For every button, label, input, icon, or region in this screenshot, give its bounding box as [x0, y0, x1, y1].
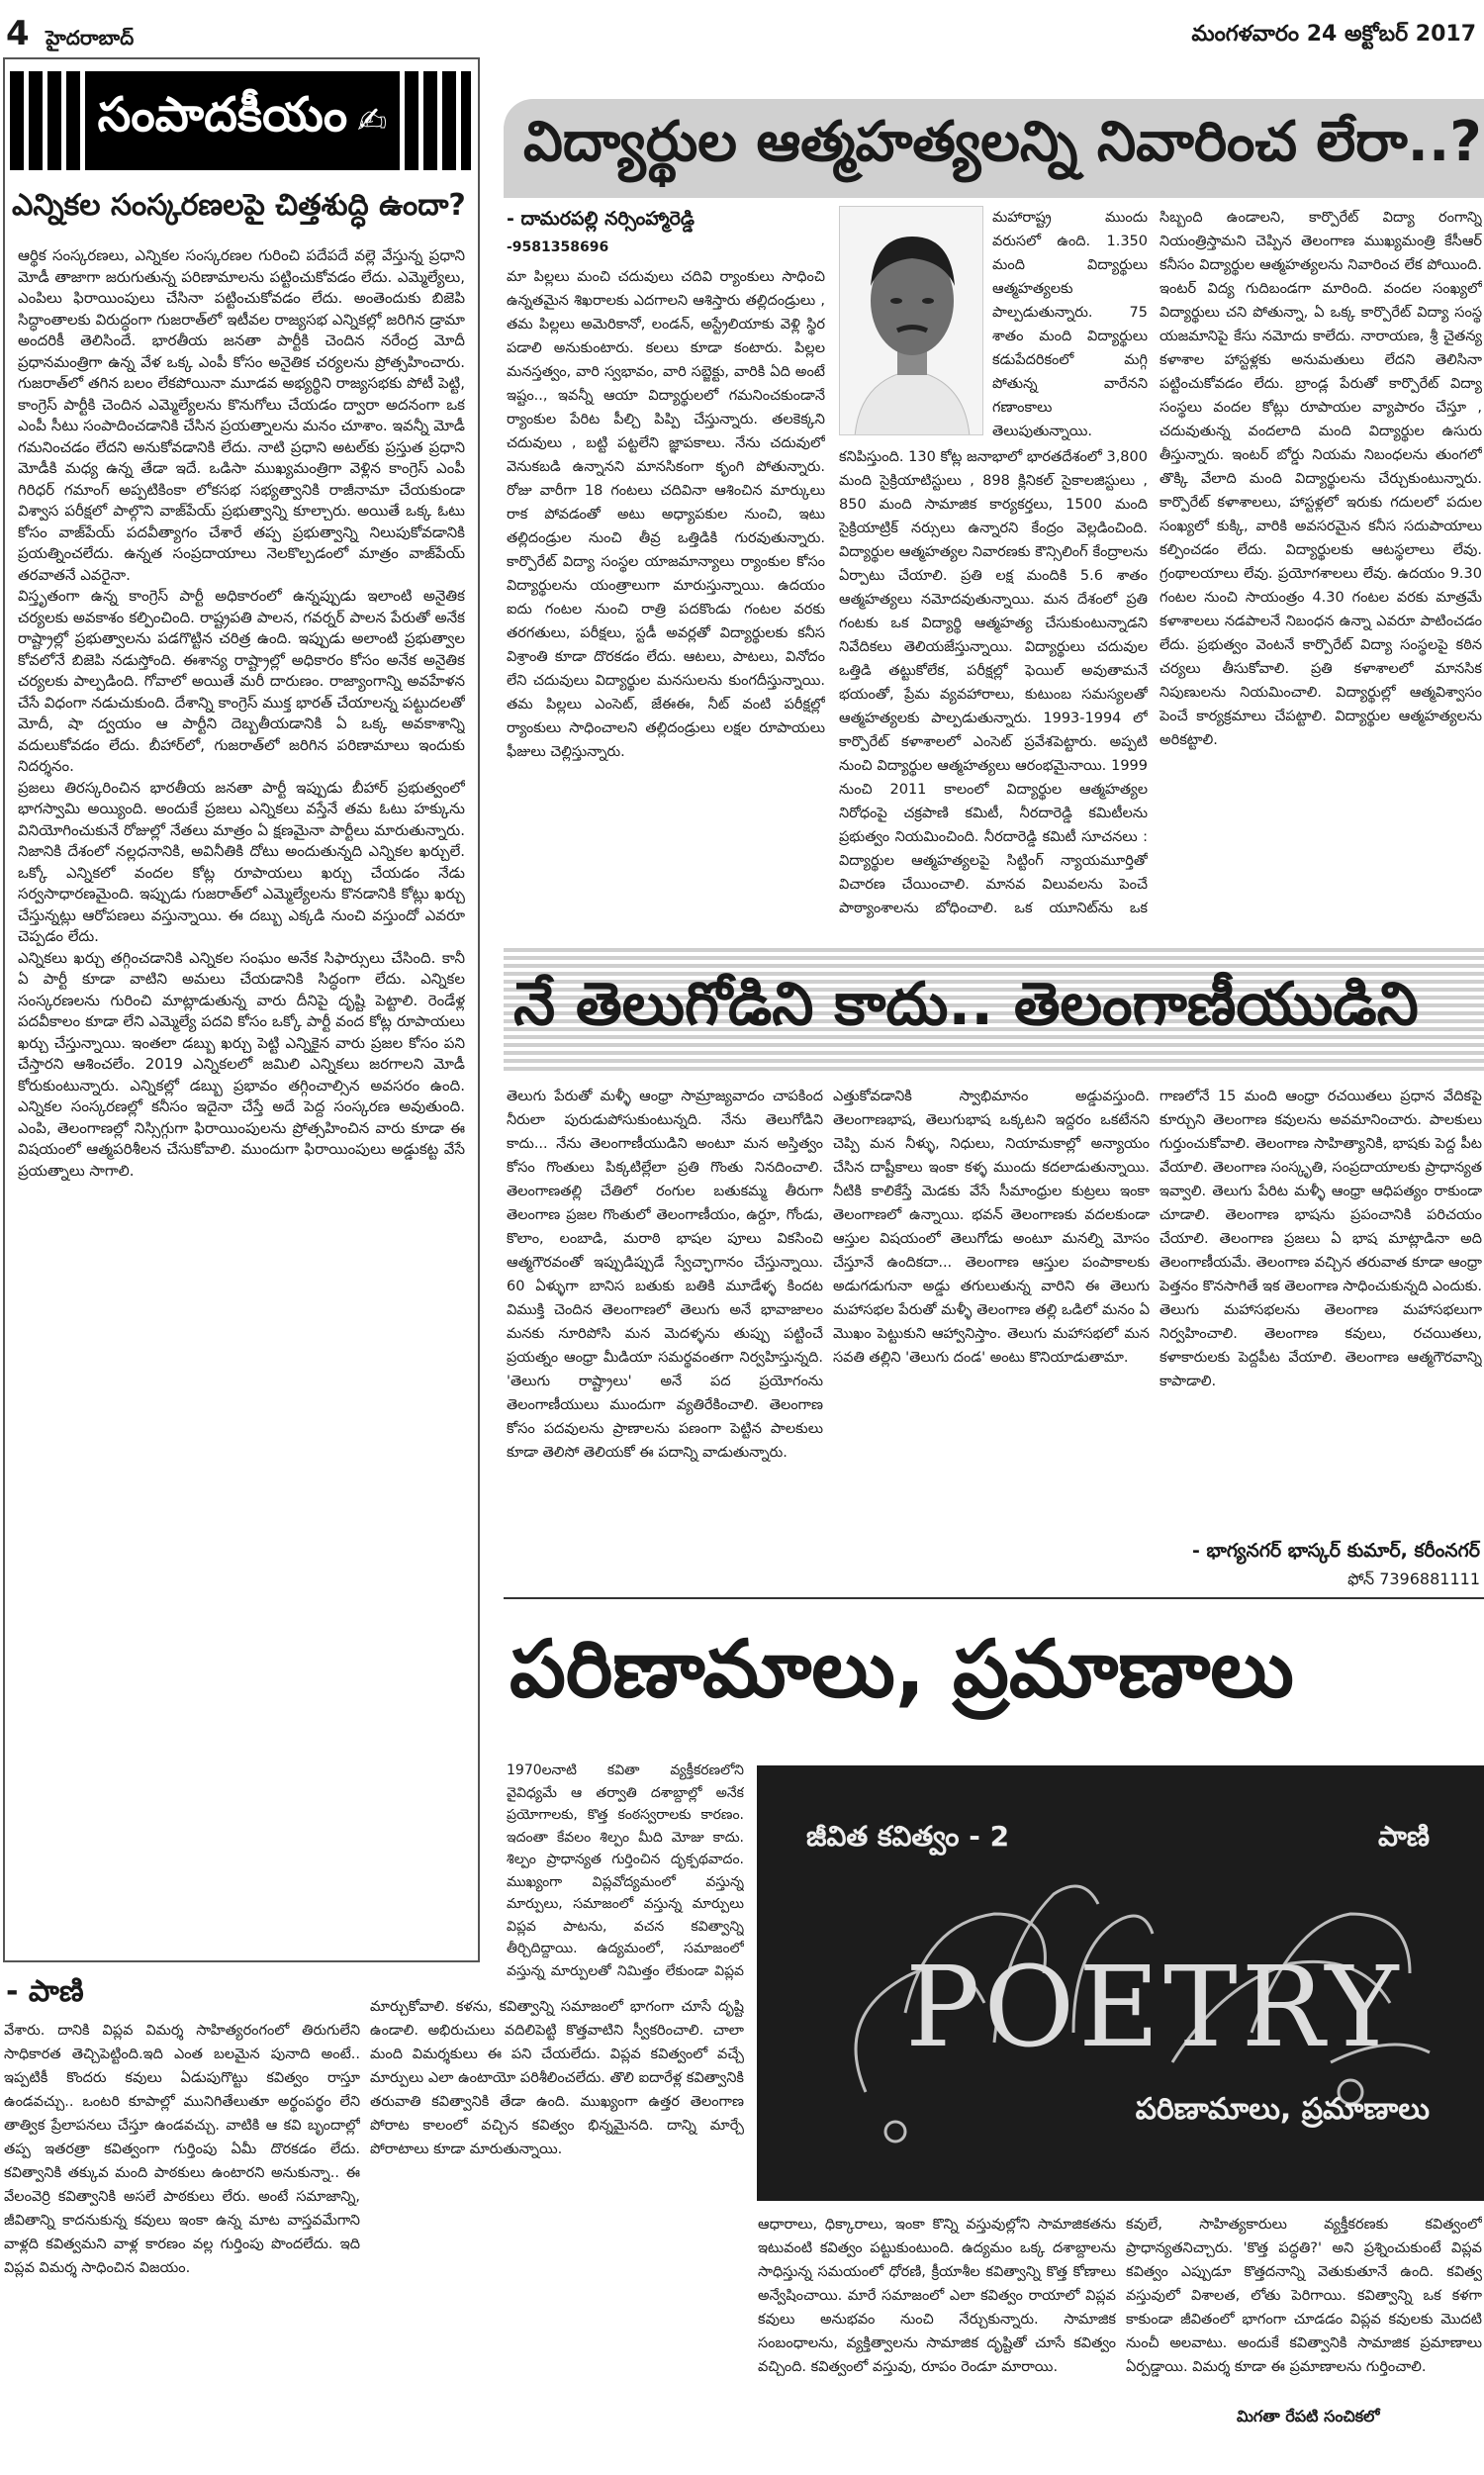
paragraph: విస్తృతంగా ఉన్న కాంగ్రెస్ పార్టీ అధికారంలో ఉన్నప్పుడు ఇలాంటి అనైతిక చర్యలకు అవకాశం కల్పించింది. రాష్ట్రపతి పాలన, గవర్నర్ పాలన పేరుతో అనేక రాష్ట్రాల్లో ప్రభుత్వాలను పడగొట్టిన చరిత్ర ఉంది. ఇప్పుడు అలాంటి ప్రభుత్వాల కోవలోనే బిజెపి నడుస్తోంది. ఈశాన్య రాష్ట్రాల్లో అధికారం కోసం అనేక అనైతిక చర్యలకు పాల్పడింది. గోవాలో అయితే మరీ దారుణం. రాజ్యాంగాన్ని అవహేళన చేసే విధంగా నడుచుకుంది. దేశాన్ని కాంగ్రెస్ ముక్త భారత్ చేయాలన్న పట్టుదలతో మోదీ, షా ద్వయం ఆ పార్టీని దెబ్బతీయడానికి ఏ ఒక్క అవకాశాన్ని వదులుకోవడం లేదు. బీహార్‌లో, గుజరాత్‌లో జరిగిన పరిణామాలు ఇందుకు నిదర్శనం. — [18, 587, 465, 775]
paragraph: మా పిల్లలు మంచి చదువులు చదివి ర్యాంకులు సాధించి ఉన్నతమైన శిఖరాలకు ఎదగాలని ఆశిస్తారు తల్లిదండ్రులు , తమ పిల్లలు అమెరికానో, లండన్, అస్ట్రేలియాకు వెళ్లి స్థిర పడాలి అనుకుంటారు. కలలు కూడా కంటారు. పిల్లల మనస్తత్వం, వారి స్వభావం, వారి సబ్జెక్టు, వారికి ఏది అంటే ఇష్టం.., ఇవన్నీ ఆయా విద్యార్థులలో గమనించకుండానే ర్యాంకుల పేరిట పీల్చి పిప్పి చేస్తున్నారు. తలకెక్కని చదువులు , బట్టి పట్టలేని జ్ఞాపకాలు. నేను చదువులో వెనుకబడి ఉన్నానని మానసికంగా కృంగి పోతున్నారు. రోజు వారీగా 18 గంటలు చదివినా ఆశించిన మార్కులు రాక పోవడంతో అటు అధ్యాపకుల నుంచి, ఇటు తల్లిదండ్రుల నుంచి తీవ్ర ఒత్తిడికి గురవుతున్నారు. కార్పొరేట్ విద్యా సంస్థల యాజమాన్యాలు ర్యాంకుల కోసం విద్యార్థులను యంత్రాలుగా మారుస్తున్నాయి. ఉదయం ఐదు గంటల నుంచి రాత్రి పదకొండు గంటల వరకు తరగతులు, పరీక్షలు, స్టడీ అవర్లతో విద్యార్థులకు కనీస విశ్రాంతి కూడా దొరకడం లేదు. ఆటలు, పాటలు, వినోదం లేని చదువులు విద్యార్థుల మనసులను కుంగదీస్తున్నాయి. తమ పిల్లలు ఎంసెట్, జేఈఈ, నీట్ వంటి పరీక్షల్లో ర్యాంకులు సాధించాలని తల్లిదండ్రులు లక్షల రూపాయలు ఫీజులు చెల్లిస్తున్నారు. — [507, 269, 825, 760]
article3-author: - పాణి — [6, 1974, 84, 2009]
article1-column-3 — [1159, 206, 1482, 920]
article3-column-4 — [1126, 2213, 1482, 2401]
article2-phone: ఫోన్ 7396881111 — [1347, 1570, 1480, 1588]
continued-next-issue-note: మిగతా రేపటి సంచికలో — [1237, 2407, 1380, 2426]
paragraph: ఎత్తుకోవడానికి స్వాభిమానం అడ్డువస్తుంది. తెలంగాణభాష, తెలుగుభాష ఒక్కటని ఇద్దరం ఒకటేనని చెప్పి మన నీళ్ళు, నిధులు, నియామకాల్లో అన్యాయం చేసిన దాష్టీకాలు ఇంకా కళ్ళ ముందు కదలాడుతున్నాయి. నీటికి కాలికేస్తే మెడకు వేసే సీమాంధ్రుల కుట్రలు ఇంకా తెలంగాణలో ఉన్నాయి. భవన్ తెలంగాణకు వదలకుండా ఆస్తుల విషయంలో తెలుగోడు అంటూ మనల్ని మోసం చేస్తూనే ఉందికదా... తెలంగాణ ఆస్తుల పంపాకాలకు అడుగడుగునా అడ్డు తగులుతున్న వారిని ఈ తెలుగు మహాసభల పేరుతో మళ్ళీ తెలంగాణ తల్లి ఒడిలో మనం ఏ మొఖం పెట్టుకుని ఆహ్వానిస్తాం. తెలుగు మహాసభలో మన సవతి తల్లిని 'తెలుగు దండ' అంటు కొనియాడుతామా. — [833, 1089, 1150, 1366]
paragraph: గాణలోనే 15 మంది ఆంధ్రా రచయితలు ప్రధాన వేదికపై కూర్చుని తెలంగాణ కవులను అవమానించారు. పాలకులు గుర్తుంచుకోవాలి. తెలంగాణ సాహిత్యానికి, భాషకు పెద్ద పీట వేయాలి. తెలంగాణ సంస్కృతి, సంప్రదాయాలకు ప్రాధాన్యత ఇవ్వాలి. తెలుగు పేరిట మళ్ళీ ఆంధ్రా ఆధిపత్యం రాకుండా చూడాలి. తెలంగాణ భాషను ప్రపంచానికి పరిచయం చేయాలి. తెలంగాణ ప్రజలు ఏ భాష మాట్లాడినా అది తెలంగాణీయమే. తెలంగాణ వచ్చిన తరువాత కూడా ఆంధ్రా పెత్తనం కొనసాగితే ఇక తెలంగాణ సాధించుకున్నది ఎందుకు. తెలుగు మహాసభలను తెలంగాణ మహాసభలుగా నిర్వహించాలి. తెలంగాణ కవులు, రచయితలు, కళాకారులకు పెద్దపీట వేయాలి. తెలంగాణ ఆత్మగౌరవాన్ని కాపాడాలి. — [1159, 1089, 1482, 1389]
editorial-banner — [10, 71, 471, 170]
poetry-series-label: జీవిత కవిత్వం - 2 — [806, 1820, 1010, 1853]
article1-column-1 — [507, 265, 825, 920]
article1-author: - దామరపల్లి నర్సింహ్మారెడ్డి — [507, 208, 695, 230]
article3-column-top — [507, 1760, 744, 1983]
article3-column-3 — [758, 2213, 1116, 2460]
editorial-title: ఎన్నికల సంస్కరణలపై చిత్తశుద్ధి ఉందా? — [12, 188, 466, 223]
page-header-left — [6, 14, 134, 54]
page-date: మంగళవారం 24 అక్టోబర్ 2017 — [1191, 22, 1476, 47]
paragraph: మహారాష్ట్ర ముందు వరుసలో ఉంది. 1.350 మంది విద్యార్థులు ఆత్మహత్యలకు పాల్పడుతున్నారు. 75 శాతం మంది విద్యార్థులు కడుపేదరికంలో మగ్గి పోతున్న వారేనని గణాంకాలు తెలుపుతున్నాయి. — [992, 210, 1148, 439]
editorial-banner-label — [94, 71, 391, 170]
paragraph: వేశారు. దానికి విప్లవ విమర్శ సాహిత్యరంగంలో తిరుగులేని సాధికారత తెచ్చిపెట్టింది.ఇది ఎంత బలమైన పునాది అంటే.. ఇప్పటికీ కొందరు కవులు ఏడుపుగొట్టు కవిత్వం రాస్తూ ఉండవచ్చు.. ఒంటరి కూపాల్లో మునిగితేలుతూ అర్థంపర్థం లేని తాత్విక ప్రేలాపనలు చేస్తూ ఉండవచ్చు. వాటికి ఆ కవి బృందాల్లో తప్ప ఇతరత్రా కవిత్వంగా గుర్తింపు ఏమీ దొరకడం లేదు. కవిత్వానికి తక్కువ మంది పాఠకులు ఉంటారని అనుకున్నా.. ఈ వేలంవెర్రి కవిత్వానికి అసలే పాఠకులు లేరు. అంటే సమాజాన్ని, జీవితాన్ని కాదనుకున్న కవులు ఇంకా ఉన్న మాట వాస్తవమేగాని వాళ్లది కవిత్వమని వాళ్ల కారణం వల్ల గుర్తింపు పొందలేదు. ఇది విప్లవ విమర్శ సాధించిన విజయం. — [4, 2023, 360, 2276]
author-portrait-icon — [840, 207, 983, 435]
editorial-body — [18, 245, 465, 1952]
section-divider — [504, 1597, 1484, 1599]
article1-headline: విద్యార్థుల ఆత్మహత్యలన్ని నివారించ లేరా..? — [504, 99, 1484, 198]
article1-column-2 — [839, 445, 1148, 920]
editorial-section-label: సంపాదకీయం — [97, 87, 348, 143]
article3-column-2 — [370, 1995, 744, 2454]
paragraph: ఎన్నికలు ఖర్చు తగ్గించడానికి ఎన్నికల సంఘం అనేక సిఫార్సులు చేసింది. కానీ ఏ పార్టీ కూడా వాటిని అమలు చేయడానికి సిద్ధంగా లేదు. ఎన్నికల సంస్కరణలను గురించి మాట్లాడుతున్న వారు దీనిపై దృష్టి పెట్టాలి. రెండేళ్ల పదవీకాలం కూడా లేని ఎమ్మెల్యే పదవి కోసం ఒక్కో పార్టీ వంద కోట్ల రూపాయలు ఖర్చు చేస్తున్నాయి. ఇంతలా డబ్బు ఖర్చు పెట్టి ఎన్నికైన వారు ప్రజల కోసం పని చేస్తారని ఆశించలేం. 2019 ఎన్నికలలో జమిలి ఎన్నికలు జరగాలని మోడీ కోరుకుంటున్నారు. ఎన్నికల్లో డబ్బు ప్రభావం తగ్గించాల్సిన అవసరం ఉంది. ఎన్నికల సంస్కరణల్లో కనీసం ఇదైనా చేస్తే అదే పెద్ద సంస్కరణ అవుతుంది. ఎంపి, తెలంగాణల్లో నిస్సిగ్గుగా ఫిరాయింపులను ప్రోత్సహించిన వారు కూడా ఈ విషయంలో ఆత్మపరిశీలన చేసుకోవాలి. ముందుగా ఫిరాయింపులు అడ్డుకట్ట వేసే ప్రయత్నాలు సాగాలి. — [18, 948, 465, 1180]
paragraph: ఆధారాలు, ధిక్కారాలు, ఇంకా కొన్ని వస్తువుల్లోని సామాజికతను ఇటువంటి కవిత్వం పట్టుకుంటుంది. ఉద్యమం ఒక్క దశాబ్దాలను సాధిస్తున్న సమయంలో ధోరణి, క్రీయాశీల కవిత్వాన్ని కొత్త కోణాలు అన్వేషించాయి. మారే సమాజంలో ఎలా కవిత్వం రాయాలో విప్లవ కవులు అనుభవం నుంచి నేర్చుకున్నారు. సామాజిక సంబంధాలను, వ్యక్తిత్వాలను సామాజిక దృష్టితో చూసే కవిత్వం వచ్చింది. కవిత్వంలో వస్తువు, రూపం రెండూ మారాయి. — [758, 2217, 1116, 2375]
paragraph: మార్చుకోవాలి. కళను, కవిత్వాన్ని సమాజంలో భాగంగా చూసే దృష్టి ఉండాలి. అభిరుచులు వదిలిపెట్టి కొత్తవాటిని స్వీకరించాలి. చాలా మంది విమర్శకులు ఈ పని చేయలేదు. విప్లవ కవిత్వంలో వచ్చే మార్పులు ఎలా ఉంటాయో పరిశీలించలేదు. తొలి ఐదారేళ్ల కవిత్వానికి తరువాతి కవిత్వానికి తేడా ఉంది. ముఖ్యంగా ఉత్తర తెలంగాణ పోరాట కాలంలో వచ్చిన కవిత్వం భిన్నమైనది. దాన్ని మార్చే పోరాటాలు కూడా మారుతున్నాయి. — [370, 1999, 744, 2157]
poetry-banner-subtitle: పరిణామాలు, ప్రమాణాలు — [1135, 2092, 1430, 2127]
pen-writing-icon: ✍ — [357, 100, 388, 142]
poetry-banner-author: పాణి — [1378, 1820, 1430, 1853]
poetry-banner-image — [757, 1765, 1484, 2201]
article2-headline: నే తెలుగోడిని కాదు.. తెలంగాణీయుడిని — [504, 948, 1484, 1075]
article2-column-1 — [507, 1085, 823, 1528]
poetry-word: POETRY — [905, 1944, 1403, 2072]
paragraph: కనిపిస్తుంది. 130 కోట్ల జనాభాలో భారతదేశంలో 3,800 మంది సైక్రియాటిస్టులు , 898 క్లినికల్ సైకాలజిస్టులు , 850 మంది సామాజిక కార్యకర్తలు, 1500 మంది సైక్రియాట్రిక్ నర్సులు ఉన్నారని కేంద్రం వెల్లడించింది. విద్యార్థుల ఆత్మహత్యల నివారణకు కౌన్సిలింగ్ కేంద్రాలను ఏర్పాటు చేయాలి. ప్రతి లక్ష మందికి 5.6 శాతం ఆత్మహత్యలు నమోదవుతున్నాయి. మన దేశంలో ప్రతి గంటకు ఒక విద్యార్థి ఆత్మహత్య చేసుకుంటున్నాడని నివేదికలు తెలియజేస్తున్నాయి. విద్యార్థులు చదువుల ఒత్తిడి తట్టుకోలేక, పరీక్షల్లో ఫెయిల్ అవుతామనే భయంతో, ప్రేమ వ్యవహారాలు, కుటుంబ సమస్యలతో ఆత్మహత్యలకు పాల్పడుతున్నారు. 1993-1994 లో కార్పొరేట్ కళాశాలలో ఎంసెట్ ప్రవేశపెట్టారు. అప్పటి నుంచి విద్యార్థుల ఆత్మహత్యలు ఆరంభమైనాయి. 1999 నుంచి 2011 కాలంలో విద్యార్థుల ఆత్మహత్యల నిరోధంపై చక్రపాణి కమిటీ, నీరదారెడ్డి కమిటీలను ప్రభుత్వం నియమించింది. నీరదారెడ్డి కమిటీ సూచనలు : విద్యార్థుల ఆత్మహత్యలపై సిట్టింగ్ న్యాయమూర్తితో విచారణ చేయించాలి. మానవ విలువలను పెంచే పాఠ్యాంశాలను బోధించాలి. ఒక యూనిట్‌ను ఒక — [839, 449, 1148, 916]
article2-column-2 — [833, 1085, 1150, 1528]
article2-column-3 — [1159, 1085, 1482, 1532]
page-number: 4 — [6, 14, 30, 53]
paragraph: కవులే, సాహిత్యకారులు వ్యక్తీకరణకు కవిత్వంలో ప్రాధాన్యతనిచ్చారు. 'కొత్త పద్ధతి?' అని ప్రశ్నించుకుంటే విప్లవ కవిత్వం ఎప్పుడూ కొత్తదనాన్ని వెతుకుతూనే ఉంది. కవిత్వ వస్తువులో విశాలత, లోతు పెరిగాయి. కవిత్వాన్ని ఒక కళగా కాకుండా జీవితంలో భాగంగా చూడడం విప్లవ కవులకు మొదటి నుంచీ అలవాటు. అందుకే కవిత్వానికి సామాజిక ప్రమాణాలు ఏర్పడ్డాయి. విమర్శ కూడా ఈ ప్రమాణాలను గుర్తించాలి. — [1126, 2217, 1482, 2375]
paragraph: ప్రజలు తిరస్కరించిన భారతీయ జనతా పార్టీ ఇప్పుడు బీహార్ ప్రభుత్వంలో భాగస్వామి అయ్యింది. అందుకే ప్రజలు ఎన్నికలు వస్తేనే తమ ఓటు హక్కును వినియోగించుకునే రోజుల్లో నేతలు మాత్రం ఏ క్షణమైనా పార్టీలు మారుతున్నారు. నిజానికి దేశంలో నల్లధనానికి, అవినీతికి దోటు అందుతున్నది ఎన్నికల ఖర్చులే. ఒక్కో ఎన్నికలో వందల కోట్ల రూపాయలు ఖర్చు చేయడం నేడు సర్వసాధారణమైంది. ఇప్పుడు గుజరాత్‌లో ఎమ్మెల్యేలను కొనడానికి కోట్లు ఖర్చు చేస్తున్నట్లు ఆరోపణలు వస్తున్నాయి. ఈ దబ్బు ఎక్కడి నుంచి వస్తుందో ఎవరూ చెప్పడం లేదు. — [18, 778, 465, 945]
author-photo — [839, 206, 983, 435]
article2-author: - భాగ్యనగర్ భాస్కర్ కుమార్, కరీంనగర్ — [1191, 1540, 1480, 1562]
paragraph: ఆర్థిక సంస్కరణలు, ఎన్నికల సంస్కరణల గురించి పదేపదే వల్లె వేస్తున్న ప్రధాని మోడీ తాజాగా జరుగుతున్న పరిణామాలను పట్టించుకోవడం లేదు. ఎమ్మెల్యేలు, ఎంపిలు ఫిరాయింపులు చేసినా పట్టించుకోవడం లేదు. అంతెందుకు బిజెపి సిద్ధాంతాలకు విరుద్ధంగా గుజరాత్‌లో ఇటీవల రాజ్యసభ ఎన్నికల్లో జరిగిన డ్రామా అందరికీ తెలిసిందే. భారతీయ జనతా పార్టీకి చెందిన నరేంద్ర మోదీ ప్రధానమంత్రిగా ఉన్న వేళ ఒక్క ఎంపీ కోసం అనైతిక చర్యలను ప్రోత్సహించారు. గుజరాత్‌లో తగిన బలం లేకపోయినా మూడవ అభ్యర్థిని రాజ్యసభకు పోటీ పెట్టి, కాంగ్రెస్ పార్టీకి చెందిన ఎమ్మెల్యేలను కొనుగోలు చేయడం ద్వారా అదనంగా ఒక ఎంపీ సీటు సంపాదించడానికి చేసిన ప్రయత్నాలను మనం చూశాం. ఇవన్నీ మోడీ గమనించడం లేదని అనుకోవడానికి లేదు. నాటి ప్రధాని అటల్‌కు ప్రస్తుత ప్రధాని మోడీకి మధ్య ఉన్న తేడా ఇదే. ఒడిసా ముఖ్యమంత్రిగా వెళ్లిన కాంగ్రెస్ ఎంపీ గిరిధర్ గమాంగ్ అప్పటికింకా లోకసభ సభ్యత్వానికి రాజీనామా చేయకుండా విశ్వాస పరీక్షలో పాల్గొని వాజ్‌పేయ్ ప్రభుత్వాన్ని కూల్చారు. అయితే ఒక్క ఓటు కోసం వాజ్‌పేయ్ పదవీత్యాగం చేశారే తప్ప ప్రభుత్వాన్ని నిలుపుకోవడానికి ప్రయత్నించలేదు. ఉన్నత సంప్రదాయాలు నెలకొల్పడంలో మాత్రం వాజ్‌పేయ్ తరవాతనే ఎవరైనా. — [18, 246, 465, 584]
article1-phone: -9581358696 — [507, 239, 609, 255]
edition-city: హైదరాబాద్ — [46, 26, 135, 49]
paragraph: తెలుగు పేరుతో మళ్ళీ ఆంధ్రా సామ్రాజ్యవాదం చాపకింద నీరులా పురుడుపోసుకుంటున్నది. నేను తెలుగోడిని కాదు... నేను తెలంగాణీయుడిని అంటూ మన అస్తిత్వం కోసం గొంతులు పిక్కటిల్లేలా ప్రతి గొంతు నినదించాలి. తెలంగాణతల్లి చేతిలో రంగుల బతుకమ్మ తీరుగా తెలంగాణ ప్రజల గొంతులో తెలంగాణీయం, ఉర్దూ, గోండు, కొలాం, లంబాడి, మరాఠి భాషల పూలు వికసించి ఆత్మగౌరవంతో ఇప్పుడిప్పుడే స్వేచ్ఛాగానం చేస్తున్నాయి. 60 ఏళ్ళుగా బానిస బతుకు బతికి మూడేళ్ళ కిందట విముక్తి చెందిన తెలంగాణలో తెలుగు అనే భావాజాలం మనకు నూరిపోసి మన మెదళ్ళను తుప్పు పట్టించే ప్రయత్నం ఆంధ్రా మీడియా సమర్థవంతగా నిర్వహిస్తున్నది. 'తెలుగు రాష్ట్రాలు' అనే పద ప్రయోగంను తెలంగాణీయులు ముందుగా వ్యతిరేకించాలి. తెలంగాణ కోసం పదవులను ప్రాణాలను పణంగా పెట్టిన పాలకులు కూడా తెలిసో తెలియకో ఈ పదాన్ని వాడుతున్నారు. — [507, 1089, 823, 1461]
paragraph: 1970లనాటి కవితా వ్యక్తీకరణలోని వైవిధ్యమే ఆ తర్వాతి దశాబ్దాల్లో అనేక ప్రయోగాలకు, కొత్త కంఠస్వరాలకు కారణం. ఇదంతా కేవలం శిల్పం మీది మోజు కాదు. శిల్పం ప్రాధాన్యత గుర్తించిన దృక్పథవాదం. ముఖ్యంగా విప్లవోద్యమంలో వస్తున్న మార్పులు, సమాజంలో వస్తున్న మార్పులు విప్లవ పాటను, వచన కవిత్వాన్ని తీర్చిదిద్దాయి. ఉద్యమంలో, సమాజంలో వస్తున్న మార్పులతో నిమిత్తం లేకుండా విప్లవ — [507, 1762, 744, 1979]
article1-column-narrow — [992, 206, 1148, 443]
article3-headline: పరిణామాలు, ప్రమాణాలు — [510, 1623, 1294, 1715]
article3-column-1 — [4, 2019, 360, 2454]
paragraph: సిబ్బంది ఉండాలని, కార్పొరేట్ విద్యా రంగాన్ని నియంత్రిస్తామని చెప్పిన తెలంగాణ ముఖ్యమంత్రి కేసీఆర్ కనీసం విద్యార్థుల ఆత్మహత్యలను నివారించ లేక పోయింది. ఇంటర్ విద్య గుదిబండగా మారింది. వందల సంఖ్యలో విద్యార్థులు చని పోతున్నా, ఏ ఒక్క కార్పొరేట్ విద్యా సంస్థ యజమానిపై కేసు నమోదు కాలేదు. నారాయణ, శ్రీ చైతన్య కళాశాల హాస్టళ్లకు అనుమతులు లేదని తెలిసినా పట్టించుకోవడం లేదు. బ్రాండ్ల పేరుతో కార్పొరేట్ విద్యా సంస్థలు వందల కోట్లు రూపాయల వ్యాపారం చేస్తూ , చదువుతున్న వందలాది మంది విద్యార్థుల ఉసురు తీస్తున్నారు. ఇంటర్ బోర్డు నియమ నిబంధలను తుంగలో తొక్కి వేలాది మంది విద్యార్థులను చేర్చుకుంటున్నారు. కార్పొరేట్ కళాశాలలు, హాస్టళ్లలో ఇరుకు గదులలో పదుల సంఖ్యలో కుక్కి, వారికి అవసరమైన కనీస సదుపాయాలు కల్పించడం లేదు. విద్యార్థులకు ఆటస్థలాలు లేవు. గ్రంథాలయాలు లేవు. ప్రయోగశాలలు లేవు. ఉదయం 9.30 గంటల నుంచి సాయంత్రం 4.30 గంటల వరకు మాత్రమే కళాశాలలు నడపాలనే నిబంధన ఉన్నా ఎవరూ పాటించడం లేదు. ప్రభుత్వం వెంటనే కార్పొరేట్ విద్యా సంస్థలపై కఠిన చర్యలు తీసుకోవాలి. ప్రతి కళాశాలలో మానసిక నిపుణులను నియమించాలి. విద్యార్థుల్లో ఆత్మవిశ్వాసం పెంచే కార్యక్రమాలు చేపట్టాలి. విద్యార్థుల ఆత్మహత్యలను అరికట్టాలి. — [1159, 210, 1482, 748]
